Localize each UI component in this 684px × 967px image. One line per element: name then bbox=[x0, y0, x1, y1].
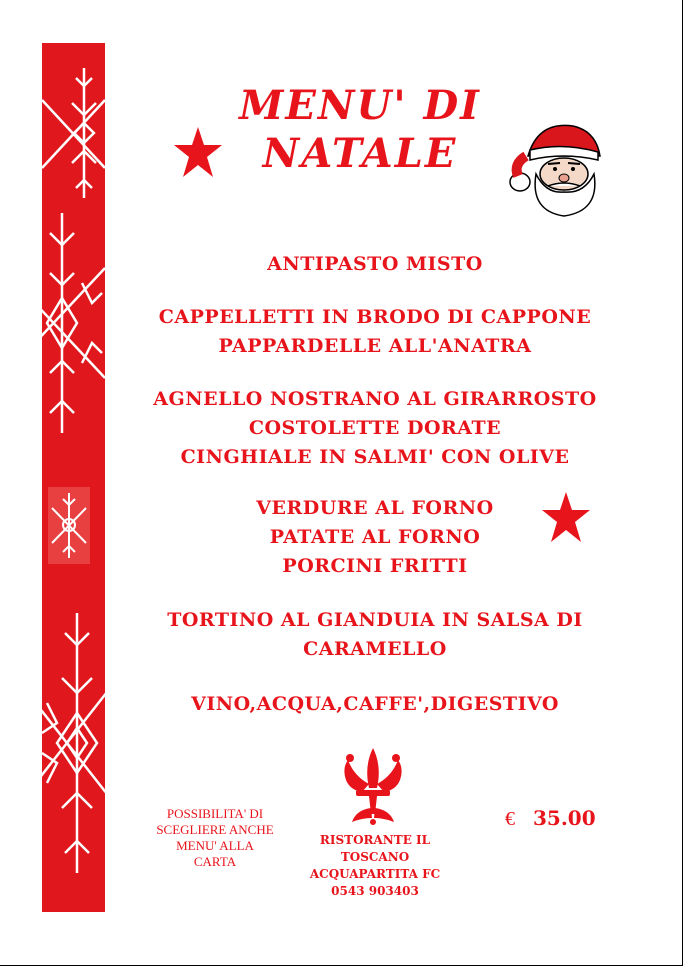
note-line: MENU' ALLA bbox=[176, 838, 254, 853]
menu-item: TORTINO AL GIANDUIA IN SALSA DI bbox=[167, 609, 583, 631]
snowflake-icon bbox=[42, 613, 105, 873]
menu-section-primi bbox=[150, 303, 600, 361]
menu-price bbox=[505, 806, 596, 831]
menu-section-antipasti bbox=[150, 250, 600, 279]
note-line: SCEGLIERE ANCHE bbox=[156, 822, 274, 837]
menu-item: PAPPARDELLE ALL'ANATRA bbox=[218, 335, 532, 357]
restaurant-name: RISTORANTE IL TOSCANO bbox=[319, 833, 431, 864]
menu-section-secondi bbox=[150, 385, 600, 472]
santa-icon bbox=[508, 116, 606, 218]
menu-section-contorni bbox=[150, 494, 600, 581]
florence-lily-icon bbox=[342, 748, 404, 826]
snowflake-icon bbox=[42, 483, 105, 568]
restaurant-info bbox=[290, 832, 460, 900]
restaurant-phone: 0543 903403 bbox=[331, 884, 419, 898]
menu-item: CARAMELLO bbox=[303, 638, 447, 660]
menu-item: CAPPELLETTI IN BRODO DI CAPPONE bbox=[158, 306, 592, 328]
title-line-1: MENU' DI bbox=[239, 82, 481, 129]
menu-title bbox=[230, 82, 490, 178]
restaurant-location: ACQUAPARTITA FC bbox=[309, 867, 441, 881]
snowflake-ribbon bbox=[42, 43, 105, 912]
snowflake-icon bbox=[42, 213, 105, 433]
menu-item: PATATE AL FORNO bbox=[269, 526, 481, 548]
menu-item: ANTIPASTO MISTO bbox=[267, 253, 483, 275]
a-la-carte-note bbox=[140, 806, 290, 870]
note-line: POSSIBILITA' DI bbox=[166, 806, 264, 821]
menu-section-dolce bbox=[150, 606, 600, 664]
price-amount: 35.00 bbox=[533, 806, 596, 830]
menu-item: VINO,ACQUA,CAFFE',DIGESTIVO bbox=[191, 693, 559, 715]
note-line: CARTA bbox=[193, 854, 237, 869]
title-line-2: NATALE bbox=[262, 130, 458, 177]
menu-item: VERDURE AL FORNO bbox=[256, 497, 494, 519]
snowflake-icon bbox=[42, 63, 105, 203]
menu-item: AGNELLO NOSTRANO AL GIRARROSTO bbox=[153, 388, 597, 410]
menu-item: COSTOLETTE DORATE bbox=[248, 417, 502, 439]
menu-item: PORCINI FRITTI bbox=[282, 555, 468, 577]
star-icon bbox=[174, 125, 222, 181]
menu-section-bevande bbox=[150, 690, 600, 719]
price-currency: € bbox=[505, 808, 515, 830]
menu-item: CINGHIALE IN SALMI' CON OLIVE bbox=[180, 446, 570, 468]
